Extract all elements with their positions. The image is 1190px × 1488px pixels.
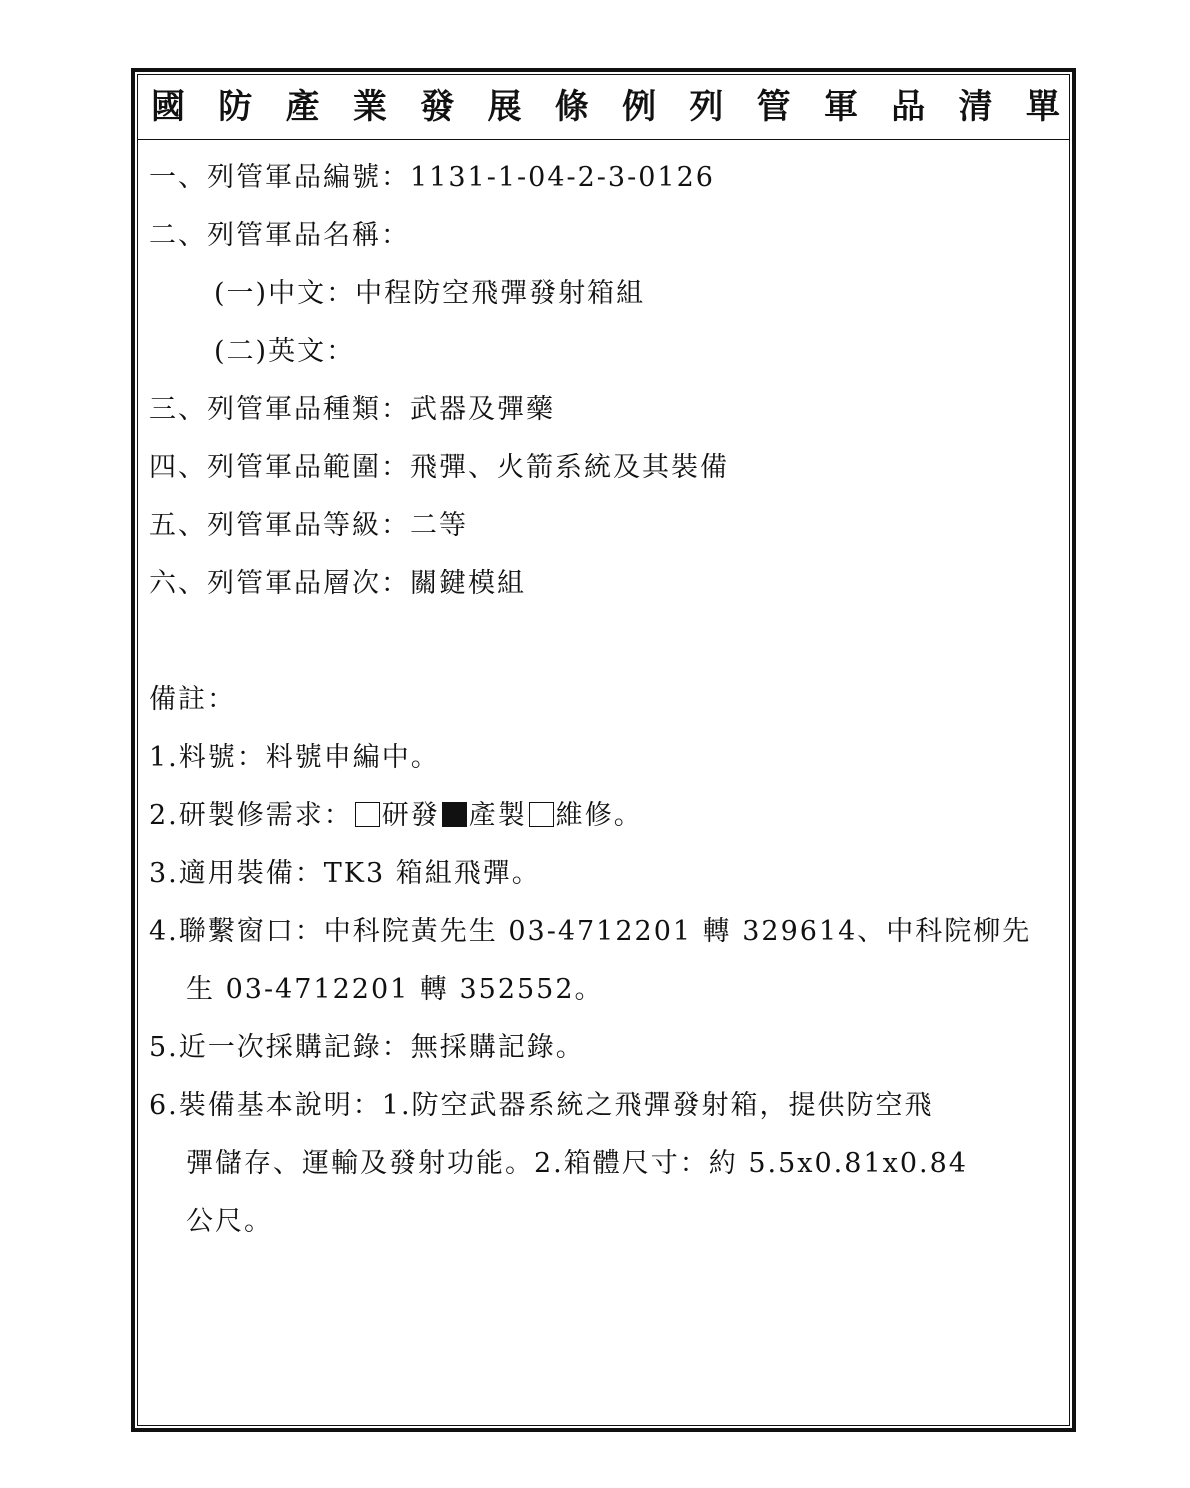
title-char: 清 <box>958 86 993 127</box>
checkbox-maintenance <box>529 802 554 827</box>
title-char: 國 <box>151 86 185 127</box>
title-char: 防 <box>218 86 253 127</box>
note-description-line1: 6.裝備基本說明：1.防空武器系統之飛彈發射箱，提供防空飛 <box>149 1090 934 1121</box>
title-char: 發 <box>420 86 455 127</box>
item-name-chinese: (一)中文：中程防空飛彈發射箱組 <box>214 278 646 309</box>
note-description-line2: 彈儲存、運輸及發射功能。2.箱體尺寸：約 5.5x0.81x0.84 <box>186 1148 968 1179</box>
checkbox-research-label: 研發 <box>381 800 440 831</box>
title-char: 品 <box>891 86 926 127</box>
note-part-number: 1.料號：料號申編中。 <box>149 742 440 773</box>
checkbox-production <box>442 802 467 827</box>
title-char: 軍 <box>823 86 858 127</box>
title-char: 管 <box>756 86 791 127</box>
note-contact-line2: 生 03-4712201 轉 352552。 <box>186 974 604 1005</box>
item-name-heading: 二、列管軍品名稱： <box>149 220 410 251</box>
checkbox-production-label: 產製 <box>468 800 527 831</box>
note-applicable-equipment: 3.適用裝備：TK3 箱組飛彈。 <box>149 858 541 889</box>
item-number: 一、列管軍品編號：1131-1-04-2-3-0126 <box>149 162 715 193</box>
title-char: 業 <box>352 86 387 127</box>
title-char: 條 <box>554 86 589 127</box>
page-title <box>137 74 1070 140</box>
item-category: 三、列管軍品種類：武器及彈藥 <box>149 394 555 425</box>
checkbox-research <box>355 802 380 827</box>
note-requirement-label: 2.研製修需求： <box>149 800 353 831</box>
title-char: 列 <box>689 86 724 127</box>
item-name-english: (二)英文： <box>214 336 356 367</box>
title-char: 展 <box>487 86 522 127</box>
title-char: 產 <box>285 86 320 127</box>
title-char: 單 <box>1025 86 1060 127</box>
note-description-line3: 公尺。 <box>186 1206 273 1237</box>
notes-heading: 備註： <box>149 684 236 715</box>
checkbox-maintenance-label: 維修。 <box>555 800 643 831</box>
note-procurement: 5.近一次採購記錄：無採購記錄。 <box>149 1032 585 1063</box>
item-level: 六、列管軍品層次：關鍵模組 <box>149 568 526 599</box>
item-grade: 五、列管軍品等級：二等 <box>149 510 468 541</box>
note-contact-line1: 4.聯繫窗口：中科院黃先生 03-4712201 轉 329614、中科院柳先 <box>149 916 1032 947</box>
title-char: 例 <box>622 86 657 127</box>
item-scope: 四、列管軍品範圍：飛彈、火箭系統及其裝備 <box>149 452 729 483</box>
note-requirement <box>149 802 643 829</box>
